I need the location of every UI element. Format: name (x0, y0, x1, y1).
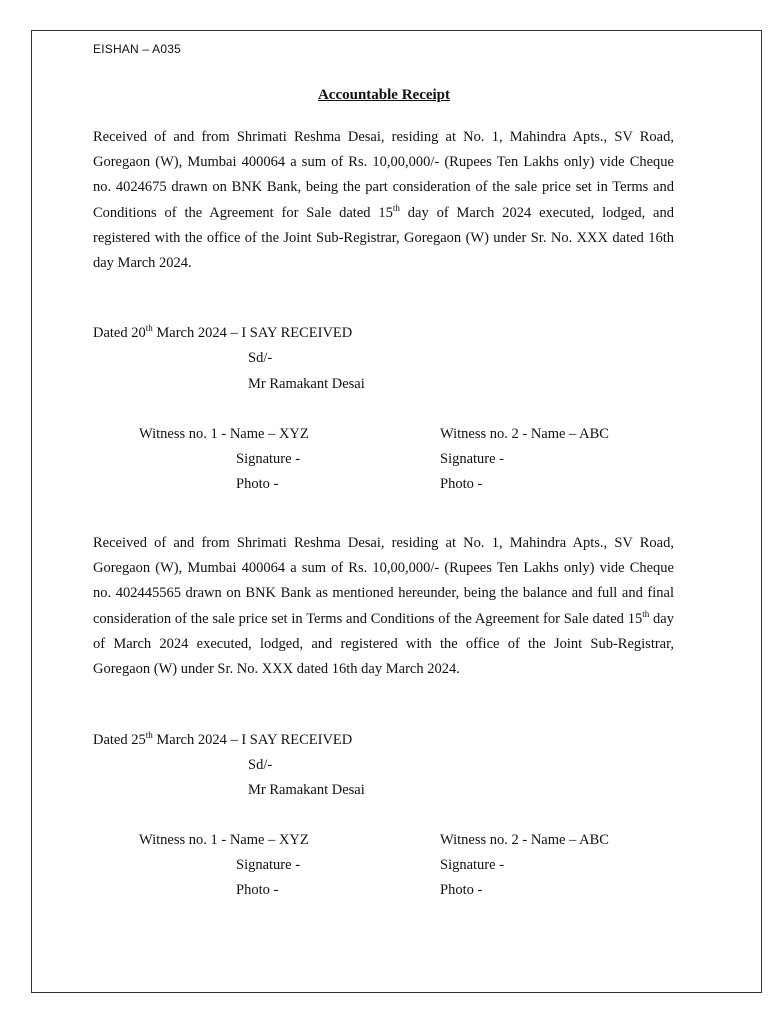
receipt-1-witness-2-signature: Signature - (440, 451, 505, 467)
receipt-1-dated-line (93, 325, 352, 342)
receipt-1-witness-2-name: Witness no. 2 - Name – ABC (440, 426, 609, 442)
receipt-2-paragraph-sup: th (642, 608, 650, 619)
receipt-1-dated-suffix: March 2024 – I SAY RECEIVED (152, 325, 353, 341)
receipt-2-witness-2-name: Witness no. 2 - Name – ABC (440, 832, 609, 848)
receipt-2-witness-1-name: Witness no. 1 - Name – XYZ (139, 832, 309, 848)
receipt-2-paragraph (93, 531, 674, 682)
receipt-1-paragraph-part1: Received of and from Shrimati Reshma Desai, residing at No. 1, Mahindra Apts., SV Road, Goregaon (W), Mumbai 400064 a sum of Rs. 10,00,000/- (Rupees Ten Lakhs only) vide Cheque no. 4024675 drawn on BNK Bank, being the part consideration of the sale price set in Terms and Conditions of the Agreement for Sale dated 15 (93, 129, 674, 221)
receipt-2-signatory: Mr Ramakant Desai (248, 782, 365, 798)
receipt-2-sd: Sd/- (248, 757, 273, 773)
receipt-2-witness-1-signature: Signature - (236, 857, 301, 873)
receipt-1-dated-sup: th (145, 323, 153, 334)
receipt-2-paragraph-part2: day of March 2024 executed, lodged, and registered with the office of the Joint Sub-Registrar, Goregaon (W) under Sr. No. XXX dated 16th day March 2024. (93, 610, 674, 678)
receipt-1-paragraph (93, 125, 674, 276)
receipt-1-paragraph-sup: th (392, 202, 400, 213)
receipt-2-dated-prefix: Dated 25 (93, 732, 146, 748)
receipt-1-witness-1-signature: Signature - (236, 451, 301, 467)
receipt-2-dated-line (93, 732, 352, 749)
receipt-2-paragraph-part1: Received of and from Shrimati Reshma Desai, residing at No. 1, Mahindra Apts., SV Road, Goregaon (W), Mumbai 400064 a sum of Rs. 10,00,000/- (Rupees Ten Lakhs only) vide Cheque no. 402445565 drawn on BNK Bank as mentioned hereunder, being the balance and full and final consideration of the sale price set in Terms and Conditions of the Agreement for Sale dated 15 (93, 535, 674, 627)
receipt-1-paragraph-part2: day of March 2024 executed, lodged, and registered with the office of the Joint Sub-Registrar, Goregaon (W) under Sr. No. XXX dated 16th day March 2024. (93, 204, 674, 272)
receipt-1-sd: Sd/- (248, 350, 273, 366)
receipt-2-dated-suffix: March 2024 – I SAY RECEIVED (152, 732, 353, 748)
receipt-2-witness-2-photo: Photo - (440, 882, 483, 898)
receipt-1-witness-1-name: Witness no. 1 - Name – XYZ (139, 426, 309, 442)
receipt-2-witness-1-photo: Photo - (236, 882, 279, 898)
receipt-1-witness-1-photo: Photo - (236, 476, 279, 492)
receipt-2-dated-sup: th (145, 730, 153, 741)
receipt-2-witness-2-signature: Signature - (440, 857, 505, 873)
document-title: Accountable Receipt (317, 87, 451, 103)
receipt-1-signatory: Mr Ramakant Desai (248, 376, 365, 392)
receipt-1-dated-prefix: Dated 20 (93, 325, 146, 341)
document-code: EISHAN – A035 (93, 42, 181, 56)
receipt-1-witness-2-photo: Photo - (440, 476, 483, 492)
